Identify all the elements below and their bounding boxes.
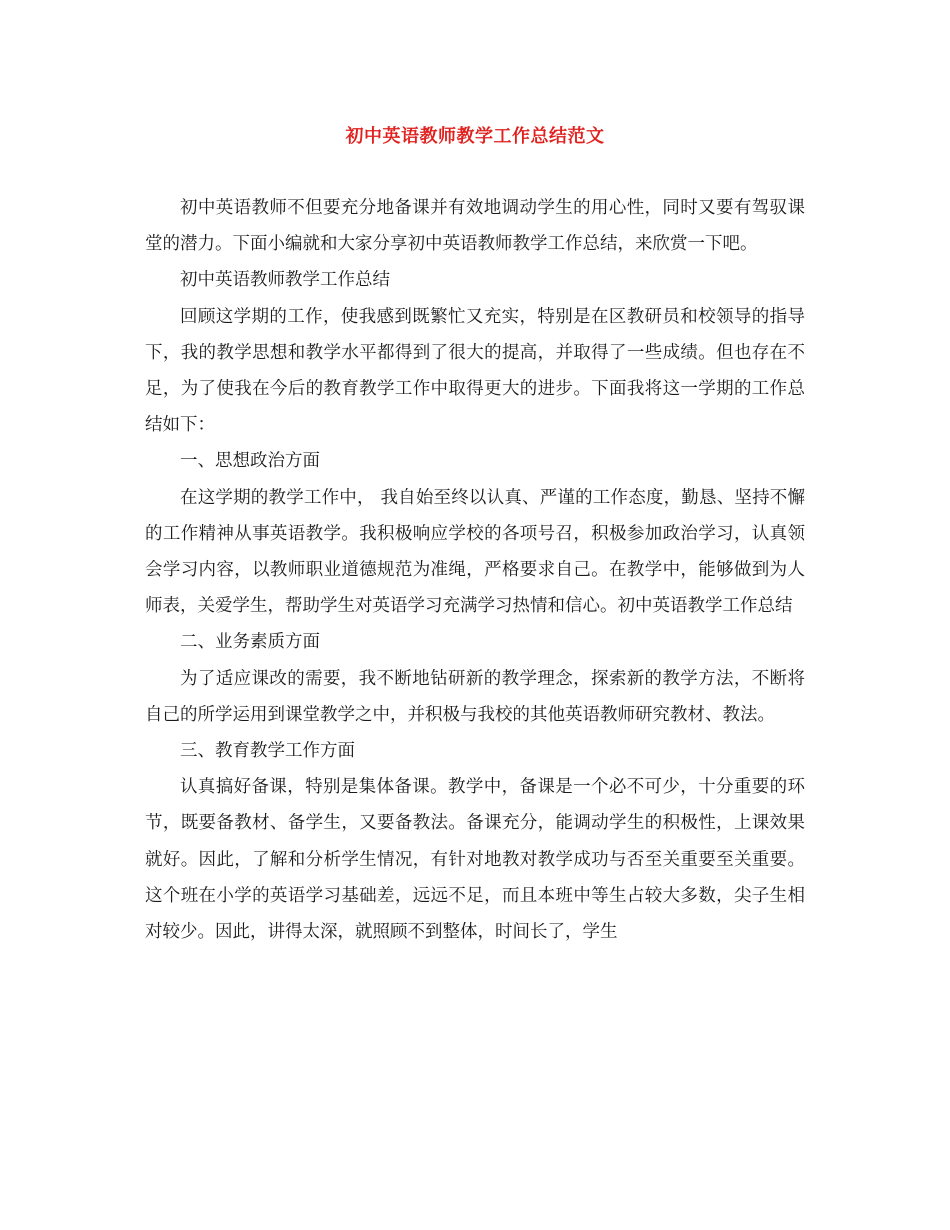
paragraph-intro: 初中英语教师不但要充分地备课并有效地调动学生的用心性，同时又要有驾驭课堂的潜力。下面小编就和大家分享初中英语教师教学工作总结，来欣赏一下吧。 (145, 198, 805, 255)
paragraph-review: 回顾这学期的工作，使我感到既繁忙又充实，特别是在区教研员和校领导的指导下，我的教学思想和教学水平都得到了很大的提高，并取得了一些成绩。但也存在不足，为了使我在今后的教育教学工作中取得更大的进步。下面我将这一学期的工作总结如下： (145, 306, 805, 436)
paragraph-subtitle: 初中英语教师教学工作总结 (180, 270, 390, 291)
paragraph-professional: 为了适应课改的需要，我不断地钻研新的教学理念，探索新的教学方法，不断将自己的所学运用到课堂教学之中，并积极与我校的其他英语教师研究教材、教法。 (145, 668, 805, 725)
section-heading-professional: 二、业务素质方面 (180, 632, 320, 653)
document-title: 初中英语教师教学工作总结范文 (345, 126, 605, 147)
document-body (145, 190, 805, 950)
section-heading-politics: 一、思想政治方面 (180, 451, 320, 472)
paragraph-politics: 在这学期的教学工作中， 我自始至终以认真、严谨的工作态度，勤恳、坚持不懈的工作精神从事英语教学。我积极响应学校的各项号召，积极参加政治学习，认真领会学习内容，以教师职业道德规范为准绳，严格要求自己。在教学中，能够做到为人师表，关爱学生，帮助学生对英语学习充满学习热情和信心。初中英语教学工作总结 (145, 487, 805, 617)
paragraph-teaching: 认真搞好备课，特别是集体备课。教学中，备课是一个必不可少，十分重要的环节，既要备教材、备学生，又要备教法。备课充分，能调动学生的积极性，上课效果就好。因此，了解和分析学生情况，有针对地教对教学成功与否至关重要至关重要。这个班在小学的英语学习基础差，远远不足，而且本班中等生占较大多数，尖子生相对较少。因此，讲得太深，就照顾不到整体，时间长了，学生 (145, 777, 805, 943)
section-heading-teaching: 三、教育教学工作方面 (180, 741, 355, 762)
